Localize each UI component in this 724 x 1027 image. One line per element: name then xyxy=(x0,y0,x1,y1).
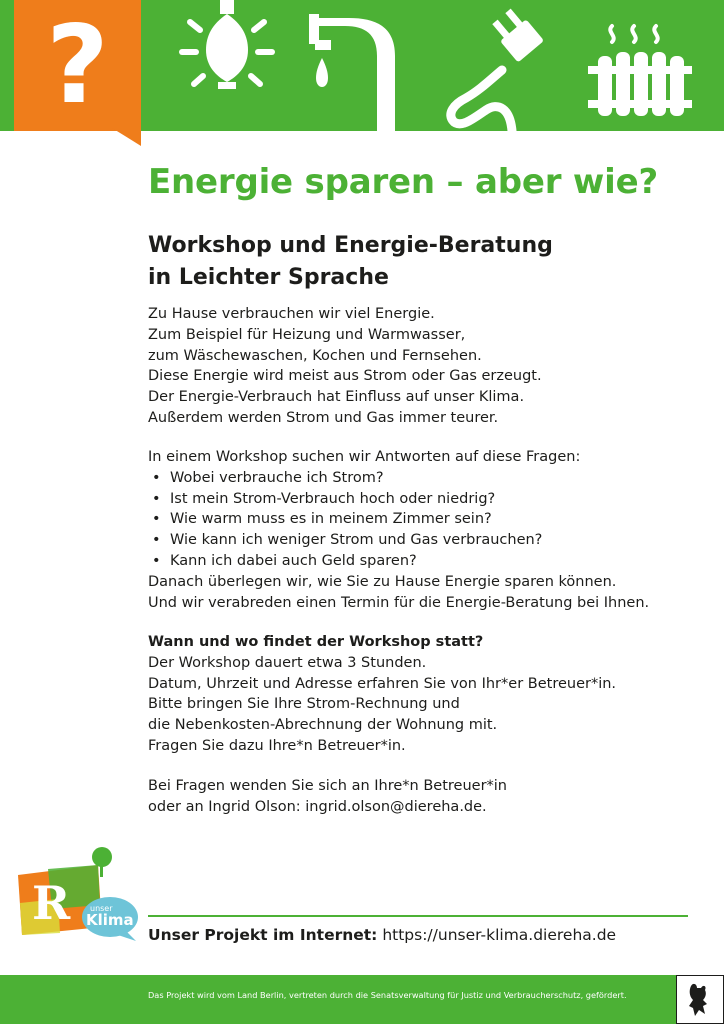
project-label: Unser Projekt im Internet: xyxy=(148,926,378,944)
water-tap-icon xyxy=(305,0,405,131)
light-bulb-icon xyxy=(172,0,282,131)
intro-line: Der Energie-Verbrauch hat Einfluss auf unser Klima. xyxy=(148,389,525,406)
list-item: • Wie warm muss es in meinem Zimmer sein? xyxy=(152,511,492,528)
unser-klima-logo xyxy=(18,845,140,945)
project-web-line xyxy=(148,926,616,944)
question-mark: ? xyxy=(46,3,109,128)
workshop-after-line: Und wir verabreden einen Termin für die Energie-Beratung bei Ihnen. xyxy=(148,594,650,611)
when-where-section xyxy=(148,632,616,757)
when-where-line: Datum, Uhrzeit und Adresse erfahren Sie von Ihr*er Betreuer*in. xyxy=(148,675,617,692)
intro-paragraph xyxy=(148,304,542,429)
workshop-section xyxy=(148,447,649,613)
svg-text:R: R xyxy=(32,876,71,930)
when-where-line: Der Workshop dauert etwa 3 Stunden. xyxy=(148,654,427,671)
when-where-heading: Wann und wo findet der Workshop statt? xyxy=(148,634,484,650)
contact-line-2: oder an Ingrid Olson: ingrid.olson@diereha.de. xyxy=(148,798,487,815)
svg-text:Klima: Klima xyxy=(86,911,134,929)
subtitle xyxy=(148,230,553,294)
workshop-after-line: Danach überlegen wir, wie Sie zu Hause Energie sparen können. xyxy=(148,573,617,590)
intro-line: zum Wäschewaschen, Kochen und Fernsehen. xyxy=(148,347,482,364)
footer-text: Das Projekt wird vom Land Berlin, vertreten durch die Senatsverwaltung für Justiz und Verbraucherschutz, gefördert. xyxy=(148,990,627,1000)
subtitle-line-2: in Leichter Sprache xyxy=(148,265,389,290)
question-list xyxy=(148,468,649,572)
project-url-link[interactable]: https://unser-klima.diereha.de xyxy=(382,926,617,944)
contact-section xyxy=(148,776,507,818)
berlin-bear-icon xyxy=(677,976,723,1023)
divider xyxy=(148,915,688,917)
when-where-line: Bitte bringen Sie Ihre Strom-Rechnung und xyxy=(148,696,460,713)
list-item: • Wie kann ich weniger Strom und Gas verbrauchen? xyxy=(152,532,543,549)
svg-text:unser: unser xyxy=(90,904,113,913)
contact-email-link[interactable]: ingrid.olson@diereha.de. xyxy=(305,798,487,815)
contact-line-1: Bei Fragen wenden Sie sich an Ihre*n Betreuer*in xyxy=(148,778,507,794)
intro-line: Zu Hause verbrauchen wir viel Energie. xyxy=(148,306,435,322)
intro-line: Diese Energie wird meist aus Strom oder Gas erzeugt. xyxy=(148,368,542,385)
list-item: • Ist mein Strom-Verbrauch hoch oder niedrig? xyxy=(152,490,496,507)
list-item: • Kann ich dabei auch Geld sparen? xyxy=(152,552,417,569)
subtitle-line-1: Workshop und Energie-Beratung xyxy=(148,233,553,258)
workshop-lead: In einem Workshop suchen wir Antworten auf diese Fragen: xyxy=(148,449,581,465)
berlin-logo-box xyxy=(676,975,724,1024)
power-plug-icon xyxy=(440,0,560,131)
list-item: • Wobei verbrauche ich Strom? xyxy=(152,469,384,486)
when-where-line: Fragen Sie dazu Ihre*n Betreuer*in. xyxy=(148,737,406,754)
intro-line: Zum Beispiel für Heizung und Warmwasser, xyxy=(148,326,466,343)
when-where-line: die Nebenkosten-Abrechnung der Wohnung mit. xyxy=(148,717,498,734)
page-title: Energie sparen – aber wie? xyxy=(148,162,658,202)
intro-line: Außerdem werden Strom und Gas immer teurer. xyxy=(148,409,499,426)
radiator-icon xyxy=(588,0,692,131)
